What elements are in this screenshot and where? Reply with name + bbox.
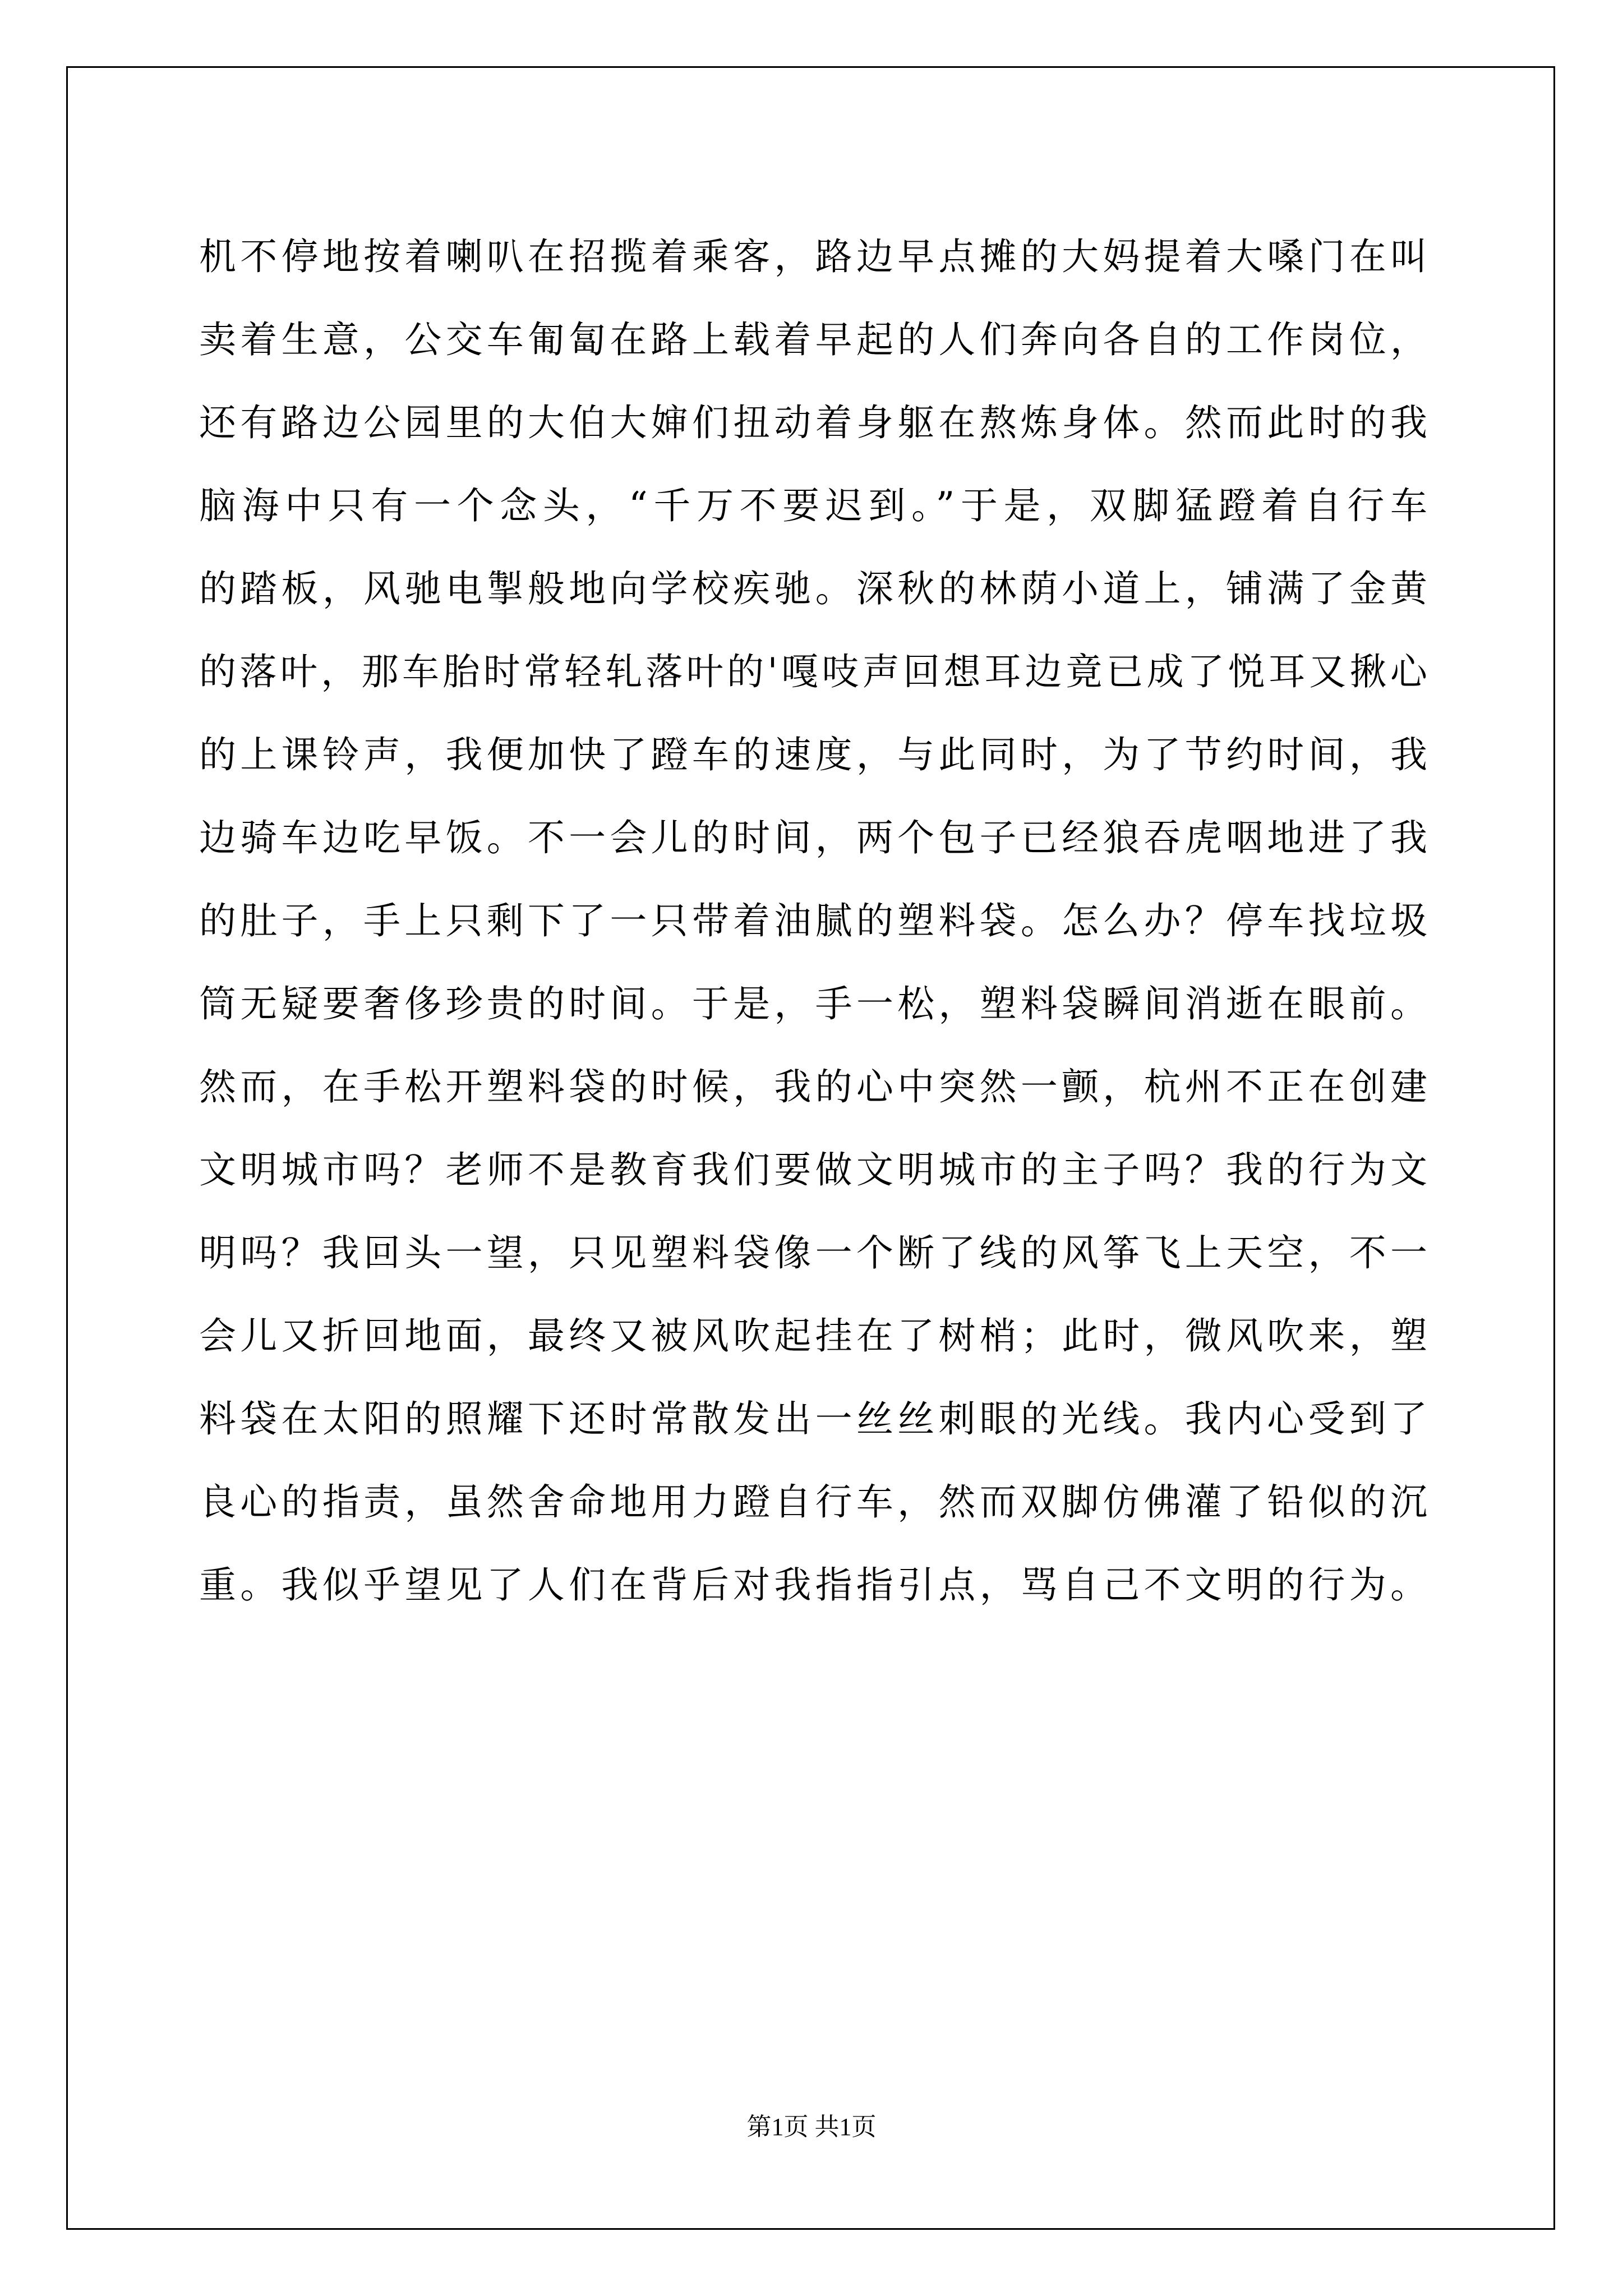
- text-line: 边骑车边吃早饭。不一会儿的时间，两个包子已经狼吞虎咽地进了我: [199, 816, 1427, 859]
- body-text: [199, 222, 1427, 1634]
- text-line: 文明城市吗？老师不是教育我们要做文明城市的主子吗？我的行为文: [199, 1148, 1427, 1191]
- text-line: 的踏板，风驰电掣般地向学校疾驰。深秋的林荫小道上，铺满了金黄: [199, 567, 1427, 610]
- text-line: 会儿又折回地面，最终又被风吹起挂在了树梢；此时，微风吹来，塑: [199, 1314, 1427, 1358]
- text-line: 筒无疑要奢侈珍贵的时间。于是，手一松，塑料袋瞬间消逝在眼前。: [199, 982, 1427, 1025]
- page-footer: 第1页 共1页: [746, 2113, 877, 2141]
- text-line: 良心的指责，虽然舍命地用力蹬自行车，然而双脚仿佛灌了铅似的沉: [199, 1480, 1427, 1524]
- text-line: 卖着生意，公交车匍匐在路上载着早起的人们奔向各自的工作岗位，: [199, 318, 1427, 361]
- text-line: 还有路边公园里的大伯大婶们扭动着身躯在熬炼身体。然而此时的我: [199, 401, 1427, 444]
- text-line: 重。我似乎望见了人们在背后对我指指引点，骂自己不文明的行为。: [199, 1563, 1427, 1607]
- text-line: 料袋在太阳的照耀下还时常散发出一丝丝刺眼的光线。我内心受到了: [199, 1397, 1427, 1441]
- text-line: 然而，在手松开塑料袋的时候，我的心中突然一颤，杭州不正在创建: [199, 1065, 1427, 1108]
- text-line: 的落叶，那车胎时常轻轧落叶的'嘎吱声回想耳边竟已成了悦耳又揪心: [199, 650, 1427, 693]
- text-line: 的上课铃声，我便加快了蹬车的速度，与此同时，为了节约时间，我: [199, 733, 1427, 776]
- text-line: 明吗？我回头一望，只见塑料袋像一个断了线的风筝飞上天空，不一: [199, 1231, 1427, 1274]
- text-line: 的肚子，手上只剩下了一只带着油腻的塑料袋。怎么办？停车找垃圾: [199, 899, 1427, 942]
- text-line: 脑海中只有一个念头，“千万不要迟到。”于是，双脚猛蹬着自行车: [199, 484, 1427, 527]
- text-line: 机不停地按着喇叭在招揽着乘客，路边早点摊的大妈提着大嗓门在叫: [199, 235, 1427, 278]
